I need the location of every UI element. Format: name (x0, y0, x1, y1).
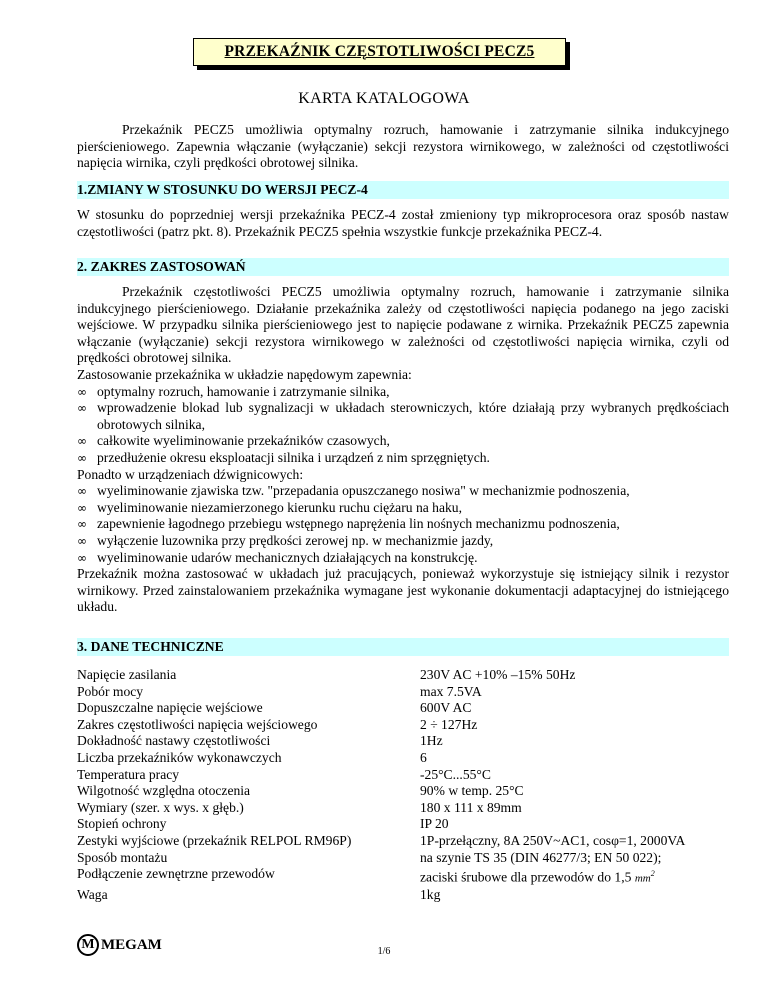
logo-circle-icon: M (77, 934, 99, 956)
list-2-title: Ponadto w urządzeniach dźwignicowych: (77, 466, 304, 482)
section-2-intro: Przekaźnik częstotliwości PECZ5 umożliwia optymalny rozruch, hamowanie i zatrzymanie silnika indukcyjnego pierścieniowego. Działanie przekaźnika zależy od częstotliwości napięcia podanego na jego zaciski wejściowe. W przypadku silnika pierścieniowego jest to napięcie podawane z wirnika. Przekaźnik PECZ5 zapewnia włączanie (wyłączanie) sekcji rezystora wirnikowego w zależności od częstotliwości napięcia wirnika, czyli od prędkości obrotowej silnika. (77, 284, 729, 366)
table-row: Pobór mocy max 7.5VA (77, 683, 482, 699)
section-2-closing: Przekaźnik można zastosować w układach już pracujących, ponieważ wykorzystuje się istniejący silnik i rezystor wirnikowy. Przed zainstalowaniem przekaźnika wymagane jest wykonanie dokumentacji adaptacyjnej do istniejącego układu. (77, 566, 729, 615)
table-row: Dokładność nastawy częstotliwości 1Hz (77, 733, 443, 749)
list-item: ∞ wyeliminowanie niezamierzonego kierunku ruchu ciężaru na haku, (77, 499, 462, 515)
table-row: Wymiary (szer. x wys. x głęb.) 180 x 111 x 89mm (77, 799, 522, 815)
list-item: ∞ przedłużenie okresu eksploatacji silnika i urządzeń z nim sprzęgniętych. (77, 449, 490, 465)
document-subtitle: KARTA KATALOGOWA (298, 90, 470, 107)
list-item: ∞ całkowite wyeliminowanie przekaźników czasowych, (77, 433, 390, 449)
table-row: Zakres częstotliwości napięcia wejściowego 2 ÷ 127Hz (77, 716, 478, 732)
section-1-heading: 1.ZMIANY W STOSUNKU DO WERSJI PECZ-4 (77, 181, 729, 199)
logo-text: MEGAM (101, 936, 162, 953)
wire-unit: mm (634, 872, 651, 885)
page-number: 1/6 (377, 946, 391, 957)
section-3-heading: 3. DANE TECHNICZNE (77, 638, 729, 656)
table-row: Waga 1kg (77, 887, 441, 903)
bullet-icon: ∞ (77, 500, 87, 515)
list-item: ∞ optymalny rozruch, hamowanie i zatrzymanie silnika, (77, 383, 390, 399)
bullet-icon: ∞ (77, 401, 87, 416)
table-row: Stopień ochrony IP 20 (77, 816, 449, 832)
section-2-heading: 2. ZAKRES ZASTOSOWAŃ (77, 258, 729, 276)
table-row: Sposób montażu na szynie TS 35 (DIN 46277/3; EN 50 022); (77, 849, 662, 865)
bullet-icon: ∞ (77, 517, 87, 532)
list-item: ∞ wyłączenie luzownika przy prędkości zerowej np. w mechanizmie jazdy, (77, 532, 494, 548)
table-row: Dopuszczalne napięcie wejściowe 600V AC (77, 700, 472, 716)
table-row: Wilgotność względna otoczenia 90% w temp. 25°C (77, 783, 524, 799)
section-1-text: W stosunku do poprzedniej wersji przekaźnika PECZ-4 został zmieniony typ mikroprocesora oraz sposób nastaw częstotliwości (patrz pkt. 8). Przekaźnik PECZ5 spełnia wszystkie funkcje przekaźnika PECZ-4. (77, 207, 729, 239)
section-2-body (77, 284, 729, 616)
bullet-icon: ∞ (77, 550, 87, 565)
bullet-icon: ∞ (77, 450, 87, 465)
list-item: ∞ wyeliminowanie zjawiska tzw. "przepadania opuszczanego nosiwa" w mechanizmie podnoszenia, (77, 483, 630, 499)
bullet-icon: ∞ (77, 484, 87, 499)
list-item: ∞ zapewnienie łagodnego przebiegu wstępnego naprężenia lin nośnych mechanizmu podnoszenia, (77, 516, 620, 532)
document-title (193, 38, 566, 66)
document-title-text: PRZEKAŹNIK CZĘSTOTLIWOŚCI PECZ5 (224, 42, 535, 60)
list-item: ∞ wprowadzenie blokad lub sygnalizacji w układach sterowniczych, które działają przy wybranych prędkościach obrotowych silnika, (77, 400, 729, 432)
list-1-title: Zastosowanie przekaźnika w układzie napędowym zapewnia: (77, 366, 412, 382)
wire-unit-exponent: 2 (650, 869, 655, 879)
tech-data-table (77, 667, 737, 904)
table-row: Temperatura pracy -25°C...55°C (77, 766, 491, 782)
list-2 (77, 483, 729, 566)
intro-paragraph: Przekaźnik PECZ5 umożliwia optymalny rozruch, hamowanie i zatrzymanie silnika indukcyjnego pierścieniowego. Zapewnia włączanie (wyłączanie) sekcji rezystora wirnikowego, w zależności od częstotliwości napięcia wirnika, czyli prędkości obrotowej silnika. (77, 122, 729, 171)
table-row: Napięcie zasilania 230V AC +10% –15% 50Hz (77, 667, 576, 682)
bullet-icon: ∞ (77, 434, 87, 449)
list-1 (77, 384, 729, 467)
table-row: Podłączenie zewnętrzne przewodów zaciski śrubowe dla przewodów do 1,5 $mm^2$ (77, 866, 655, 885)
bullet-icon: ∞ (77, 384, 87, 399)
table-row: Zestyki wyjściowe (przekaźnik RELPOL RM96P) 1P-przełączny, 8A 250V~AC1, cosφ=1, 2000VA (77, 832, 686, 848)
list-item: ∞ wyeliminowanie udarów mechanicznych działających na konstrukcję. (77, 549, 478, 565)
table-row: Liczba przekaźników wykonawczych 6 (77, 749, 427, 765)
bullet-icon: ∞ (77, 533, 87, 548)
